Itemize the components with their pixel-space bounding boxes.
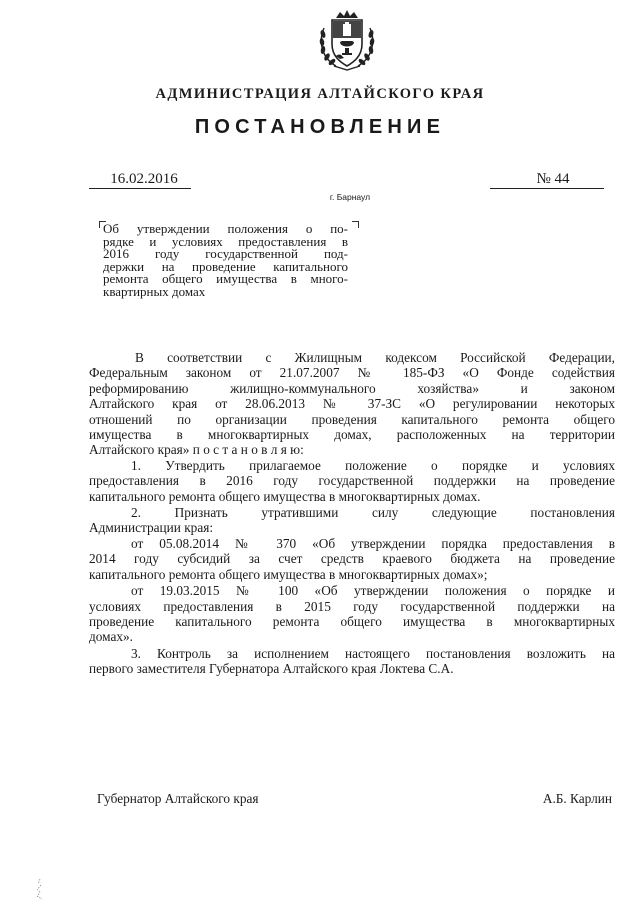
body-line: домах». [89,629,134,645]
scan-artifact-mark [34,878,46,900]
document-type-title: ПОСТАНОВЛЕНИЕ [194,116,446,138]
body-line: 2. Признать утратившими силу следующие постановления [131,505,615,521]
body-line: 2014 году субсидий за счет средств краевого бюджета на проведение [89,551,615,567]
number-underline [490,188,604,189]
body-line: Алтайского края от 28.06.2013 № 37-ЗС «О регулировании некоторых [89,396,615,412]
subject-line: Об утверждении положения о по- [103,221,348,236]
body-line: условиях предоставления в 2015 году государственной поддержки на [89,598,615,614]
body-line: капитального ремонта общего имущества в многоквартирных домах. [89,488,481,504]
subject-corner-mark-right [352,221,359,228]
body-line: от 19.03.2015 № 100 «Об утверждении положения о порядке и [131,583,615,599]
body-line: имущества в многоквартирных домах, расположенных на территории [89,426,615,442]
body-line: Администрации края: [89,520,214,536]
document-subject [103,223,348,299]
organization-title: АДМИНИСТРАЦИЯ АЛТАЙСКОГО КРАЯ [155,86,485,102]
body-line: 1. Утвердить прилагаемое положение о порядке и условиях [131,457,615,473]
altai-krai-coat-of-arms-icon [314,8,380,74]
body-line: капитального ремонта общего имущества в многоквартирных домах»; [89,566,488,582]
body-line: Алтайского края» п о с т а н о в л я ю: [89,442,304,458]
subject-line: квартирных домах [103,283,206,299]
body-line: отношений по организации проведения капитального ремонта общего [89,411,615,427]
body-line: реформированию жилищно-коммунального хозяйства» и законом [89,380,615,396]
subject-line: рядке и условиях предоставления в [103,233,348,249]
signatory-title: Губернатор Алтайского края [97,791,259,806]
body-line: от 05.08.2014 № 370 «Об утверждении порядка предоставления в [131,535,615,551]
document-number: № 44 [536,171,570,187]
body-line: первого заместителя Губернатора Алтайского края Локтева С.А. [89,661,454,677]
issuing-city: г. Барнаул [329,192,371,202]
document-body [89,350,615,677]
body-line: В соответствии с Жилищным кодексом Российской Федерации, [135,350,615,365]
subject-line: держки на проведение капитального [103,258,348,274]
body-line: Федеральным законом от 21.07.2007 № 185-ФЗ «О Фонде содействия [89,365,615,381]
body-line: проведение капитального ремонта общего имущества в многоквартирных [89,614,615,630]
body-line: предоставления в 2016 году государственной поддержки на проведение [89,473,615,489]
document-date: 16.02.2016 [110,171,178,187]
subject-line: 2016 году государственной под- [103,246,348,262]
date-underline [89,188,191,189]
body-line: 3. Контроль за исполнением настоящего постановления возложить на [131,645,615,661]
subject-line: ремонта общего имущества в много- [103,271,348,287]
signatory-name: А.Б. Карлин [542,791,612,806]
